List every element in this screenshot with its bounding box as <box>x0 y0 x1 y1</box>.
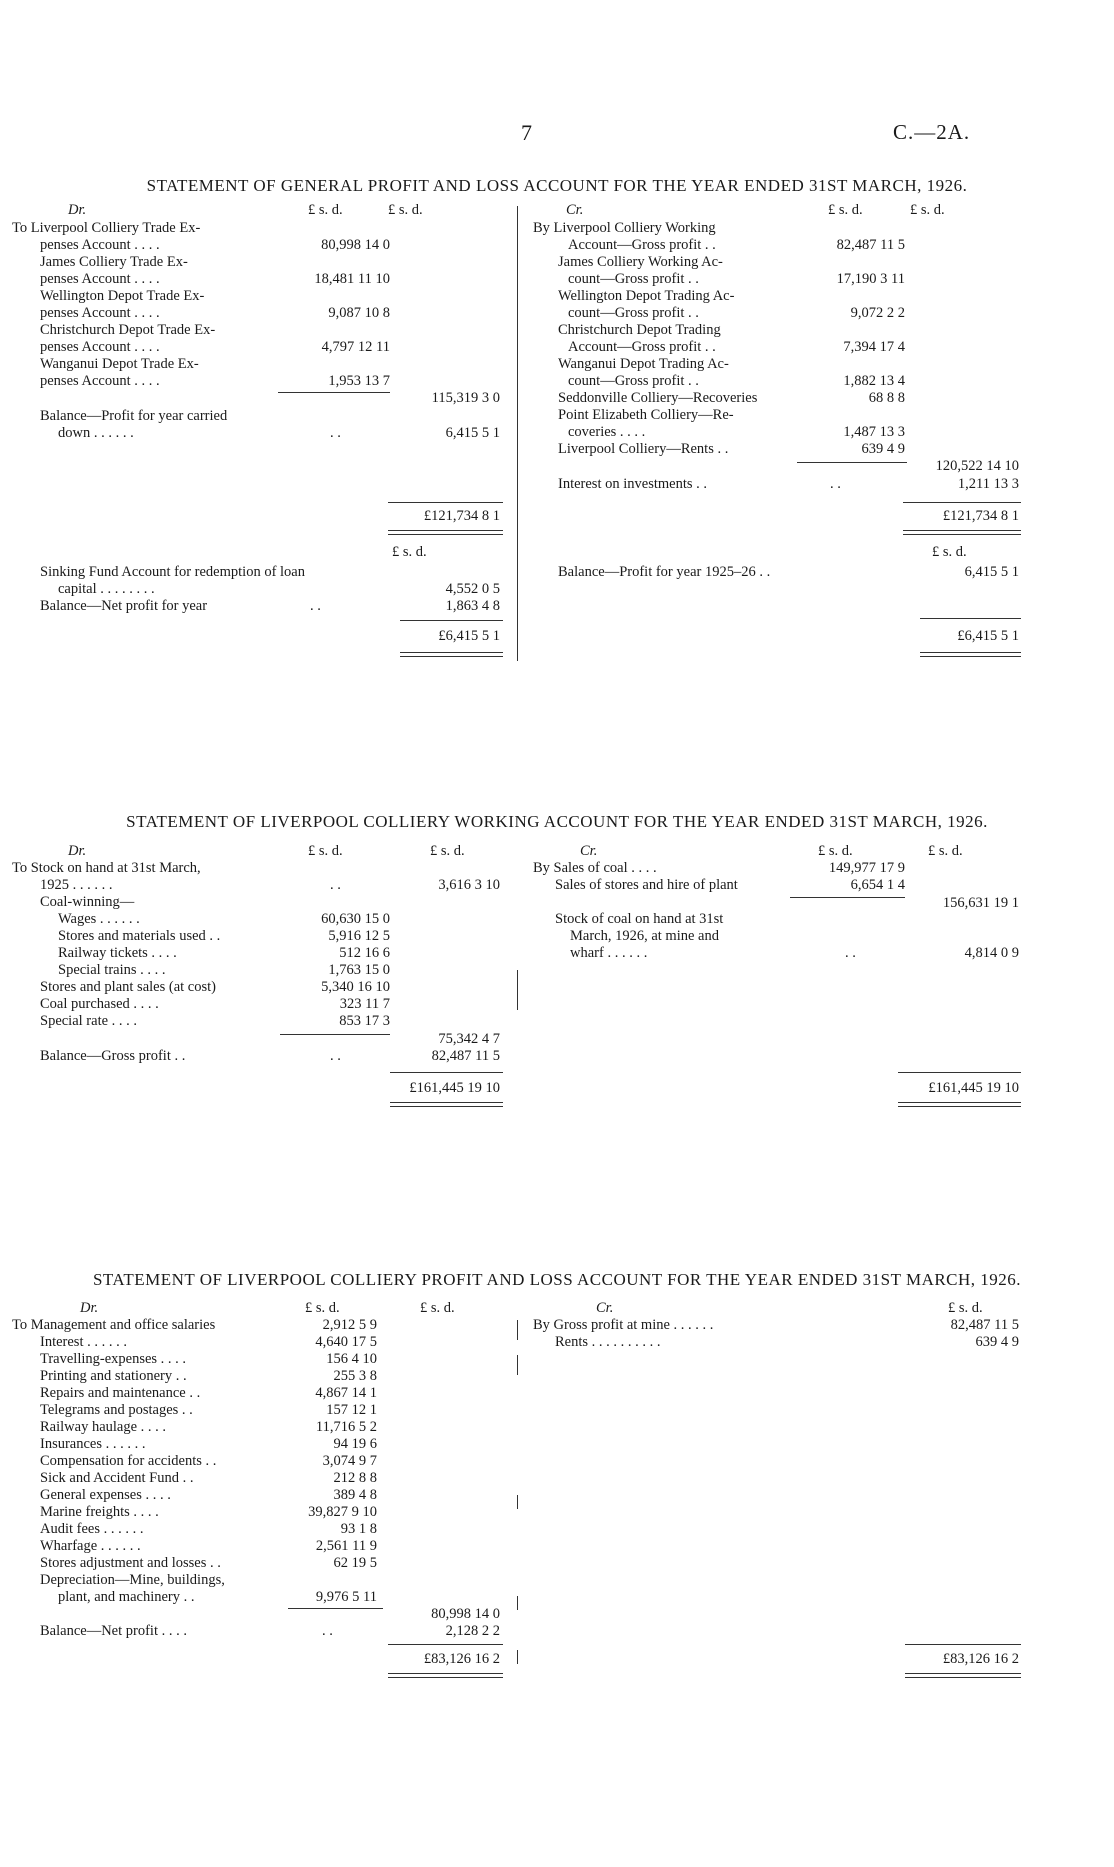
general-dr-total2: £6,415 5 1 <box>438 628 500 644</box>
general-cr-line: coveries . . . . <box>568 424 646 440</box>
working-dr-col2-head: £ s. d. <box>430 843 465 859</box>
general-cr-line: Liverpool Colliery—Rents . . <box>558 441 729 457</box>
document-reference: C.—2A. <box>893 120 971 144</box>
general-dr-col1-head: £ s. d. <box>308 202 343 218</box>
pl-center-divider <box>517 1650 518 1664</box>
general-cr-balance-amount: 6,415 5 1 <box>964 564 1019 580</box>
working-dr-balance-amount: 82,487 11 5 <box>431 1048 500 1064</box>
working-cr-col1-head: £ s. d. <box>818 843 853 859</box>
working-dr-item: Wages . . . . . . <box>58 911 140 927</box>
general-dr-balance-label-cont: down . . . . . . <box>58 425 134 441</box>
working-cr-label: Cr. <box>580 843 598 859</box>
working-dr-stock-amount: 3,616 3 10 <box>438 877 500 893</box>
working-cr-amount: 149,977 17 9 <box>828 860 905 876</box>
general-dr-line: penses Account . . . . <box>40 237 160 253</box>
general-dr-sinking-label: Sinking Fund Account for redemption of loan <box>40 564 305 580</box>
general-cr-amount: 1,882 13 4 <box>843 373 905 389</box>
general-dr-line: Wellington Depot Trade Ex- <box>40 288 205 304</box>
general-dr-sinking-label-cont: capital . . . . . . . . <box>58 581 155 597</box>
general-cr-line: count—Gross profit . . <box>568 271 699 287</box>
pl-dr-item: Marine freights . . . . <box>40 1504 159 1520</box>
working-dr-amount: 5,340 16 10 <box>321 979 390 995</box>
pl-center-divider <box>517 1320 518 1340</box>
working-dr-amount: 1,763 15 0 <box>328 962 390 978</box>
general-cr-line: count—Gross profit . . <box>568 373 699 389</box>
general-cr-interest-amount: 1,211 13 3 <box>957 476 1019 492</box>
general-cr-subtotal: 120,522 14 10 <box>935 458 1019 474</box>
working-dr-subtotal-rule <box>280 1034 390 1035</box>
working-dr-item: Coal purchased . . . . <box>40 996 159 1012</box>
pl-dr-amount: 4,867 14 1 <box>315 1385 377 1401</box>
general-cr-line: Account—Gross profit . . <box>568 339 716 355</box>
general-dr-net-label: Balance—Net profit for year <box>40 598 208 614</box>
general-cr-line: Point Elizabeth Colliery—Re- <box>558 407 734 423</box>
working-dr-item: Special trains . . . . <box>58 962 166 978</box>
general-cr-total-rule <box>903 502 1021 503</box>
pl-dr-item: plant, and machinery . . <box>58 1589 195 1605</box>
working-dr-amount: 60,630 15 0 <box>321 911 390 927</box>
working-dr-item: Stores and materials used . . <box>58 928 221 944</box>
pl-statement-title: STATEMENT OF LIVERPOOL COLLIERY PROFIT AND LOSS ACCOUNT FOR THE YEAR ENDED 31ST MARCH, 1926. <box>92 1270 1022 1289</box>
pl-dr-subtotal-rule <box>288 1608 383 1609</box>
pl-dr-amount: 389 4 8 <box>333 1487 377 1503</box>
general-dr-total: £121,734 8 1 <box>423 508 500 524</box>
pl-dr-amount: 156 4 10 <box>326 1351 377 1367</box>
general-dr-line: To Liverpool Colliery Trade Ex- <box>12 220 201 236</box>
general-dr-sinking-amount: 4,552 0 5 <box>445 581 500 597</box>
pl-dr-item: General expenses . . . . <box>40 1487 171 1503</box>
pl-dr-item: Stores adjustment and losses . . <box>40 1555 221 1571</box>
pl-dr-amount: 9,976 5 11 <box>315 1589 377 1605</box>
working-dr-item: Railway tickets . . . . <box>58 945 177 961</box>
general-cr-total-double-rule <box>903 530 1021 535</box>
pl-dr-total-double-rule <box>388 1673 503 1678</box>
general-dr-line: Wanganui Depot Trade Ex- <box>40 356 199 372</box>
working-dr-total-rule <box>390 1072 503 1073</box>
general-dr-line: Christchurch Depot Trade Ex- <box>40 322 216 338</box>
general-dr-subtotal: 115,319 3 0 <box>431 390 500 406</box>
working-cr-total-rule <box>898 1072 1021 1073</box>
pl-dr-amount: 94 19 6 <box>333 1436 377 1452</box>
working-dr-item: Special rate . . . . <box>40 1013 138 1029</box>
general-cr-amount: 1,487 13 3 <box>843 424 905 440</box>
pl-cr-label: Cr. <box>596 1300 614 1316</box>
general-cr-line: count—Gross profit . . <box>568 305 699 321</box>
general-cr-interest-label: Interest on investments . . <box>558 476 708 492</box>
general-cr-col1-head: £ s. d. <box>828 202 863 218</box>
working-cr-amount: 6,654 1 4 <box>850 877 905 893</box>
general-cr-line: Account—Gross profit . . <box>568 237 716 253</box>
general-dr-total2-double-rule <box>400 652 503 657</box>
general-dr-line: penses Account . . . . <box>40 339 160 355</box>
general-cr-subtotal-rule <box>797 462 907 463</box>
pl-dr-amount: 4,640 17 5 <box>315 1334 377 1350</box>
general-dr-amount: 4,797 12 11 <box>321 339 390 355</box>
general-cr-line: James Colliery Working Ac- <box>558 254 723 270</box>
general-dr-line: penses Account . . . . <box>40 373 160 389</box>
pl-dr-amount: 212 8 8 <box>333 1470 377 1486</box>
general-dr-total-double-rule <box>388 530 503 535</box>
working-cr-stock-line: wharf . . . . . . <box>570 945 648 961</box>
pl-dr-balance-label: Balance—Net profit . . . . <box>40 1623 187 1639</box>
working-dr-balance-label: Balance—Gross profit . . <box>40 1048 186 1064</box>
pl-dr-item: Travelling-expenses . . . . <box>40 1351 187 1367</box>
pl-dr-item: Railway haulage . . . . <box>40 1419 167 1435</box>
pl-dr-item: Depreciation—Mine, buildings, <box>40 1572 225 1588</box>
general-dr-balance-amount: 6,415 5 1 <box>445 425 500 441</box>
working-cr-total: £161,445 19 10 <box>928 1080 1019 1096</box>
pl-dr-item: Printing and stationery . . <box>40 1368 187 1384</box>
pl-dr-amount: 157 12 1 <box>326 1402 377 1418</box>
general-dr-balance-label: Balance—Profit for year carried <box>40 408 228 424</box>
working-dr-stock-label-cont: 1925 . . . . . . <box>40 877 113 893</box>
working-cr-subtotal-rule <box>790 897 905 898</box>
pl-dr-item: To Management and office salaries <box>12 1317 216 1333</box>
working-cr-col2-head: £ s. d. <box>928 843 963 859</box>
working-dr-coal-label: Coal-winning— <box>40 894 135 910</box>
working-dr-amount: 512 16 6 <box>339 945 390 961</box>
pl-cr-amount: 82,487 11 5 <box>950 1317 1019 1333</box>
pl-cr-line: Rents . . . . . . . . . . <box>555 1334 661 1350</box>
pl-dr-balance-amount: 2,128 2 2 <box>445 1623 500 1639</box>
pl-dr-item: Insurances . . . . . . <box>40 1436 146 1452</box>
general-cr-col3-head: £ s. d. <box>932 544 967 560</box>
working-dr-amount: 323 11 7 <box>339 996 390 1012</box>
pl-center-divider <box>517 1495 518 1509</box>
general-cr-amount: 7,394 17 4 <box>843 339 905 355</box>
general-dr-amount: 18,481 11 10 <box>314 271 390 287</box>
general-dr-subtotal-rule <box>278 392 390 393</box>
general-cr-amount: 9,072 2 2 <box>850 305 905 321</box>
working-dr-col1-head: £ s. d. <box>308 843 343 859</box>
pl-dr-item: Interest . . . . . . <box>40 1334 127 1350</box>
general-cr-line: By Liverpool Colliery Working <box>533 220 716 236</box>
general-center-divider <box>517 206 518 661</box>
general-dr-line: penses Account . . . . <box>40 271 160 287</box>
general-cr-line: Wellington Depot Trading Ac- <box>558 288 735 304</box>
pl-dr-col2-head: £ s. d. <box>420 1300 455 1316</box>
working-cr-stock-line: March, 1926, at mine and <box>570 928 719 944</box>
general-dr-amount: 9,087 10 8 <box>328 305 390 321</box>
pl-dr-balance-dots: . . <box>322 1623 333 1639</box>
pl-dr-subtotal: 80,998 14 0 <box>431 1606 500 1622</box>
pl-dr-item: Sick and Accident Fund . . <box>40 1470 194 1486</box>
working-center-divider <box>517 970 518 1010</box>
general-cr-col2-head: £ s. d. <box>910 202 945 218</box>
pl-dr-label: Dr. <box>80 1300 99 1316</box>
general-cr-total2-double-rule <box>920 652 1021 657</box>
general-cr-amount: 82,487 11 5 <box>836 237 905 253</box>
working-dr-amount: 5,916 12 5 <box>328 928 390 944</box>
working-dr-stock-label: To Stock on hand at 31st March, <box>12 860 201 876</box>
general-dr-amount: 80,998 14 0 <box>321 237 390 253</box>
general-cr-total: £121,734 8 1 <box>942 508 1019 524</box>
working-dr-label: Dr. <box>68 843 87 859</box>
general-dr-amount: 1,953 13 7 <box>328 373 390 389</box>
general-dr-col3-head: £ s. d. <box>392 544 427 560</box>
page-number: 7 <box>521 120 532 145</box>
pl-center-divider <box>517 1355 518 1375</box>
pl-cr-total-rule <box>905 1644 1021 1645</box>
general-cr-amount: 68 8 8 <box>868 390 905 406</box>
pl-dr-amount: 11,716 5 2 <box>315 1419 377 1435</box>
general-cr-line: Christchurch Depot Trading <box>558 322 721 338</box>
pl-dr-item: Repairs and maintenance . . <box>40 1385 201 1401</box>
pl-cr-total-double-rule <box>905 1673 1021 1678</box>
pl-dr-col1-head: £ s. d. <box>305 1300 340 1316</box>
general-cr-balance-label: Balance—Profit for year 1925–26 . . <box>558 564 771 580</box>
general-dr-balance-dots: . . <box>330 425 341 441</box>
working-statement-title: STATEMENT OF LIVERPOOL COLLIERY WORKING ACCOUNT FOR THE YEAR ENDED 31ST MARCH, 1926. <box>126 812 988 831</box>
working-dr-total-double-rule <box>390 1102 503 1107</box>
pl-dr-amount: 3,074 9 7 <box>322 1453 377 1469</box>
pl-center-divider <box>517 1596 518 1610</box>
working-cr-total-double-rule <box>898 1102 1021 1107</box>
pl-dr-item: Wharfage . . . . . . <box>40 1538 141 1554</box>
general-cr-line: Wanganui Depot Trading Ac- <box>558 356 729 372</box>
pl-dr-item: Audit fees . . . . . . <box>40 1521 144 1537</box>
general-dr-label: Dr. <box>68 202 87 218</box>
general-cr-amount: 17,190 3 11 <box>836 271 905 287</box>
pl-cr-total: £83,126 16 2 <box>942 1651 1019 1667</box>
working-cr-stock-dots: . . <box>845 945 856 961</box>
pl-dr-amount: 2,912 5 9 <box>322 1317 377 1333</box>
general-dr-line: penses Account . . . . <box>40 305 160 321</box>
pl-dr-item: Compensation for accidents . . <box>40 1453 217 1469</box>
general-cr-total2-rule <box>920 618 1021 619</box>
pl-dr-amount: 62 19 5 <box>333 1555 377 1571</box>
working-dr-amount: 853 17 3 <box>339 1013 390 1029</box>
pl-dr-amount: 255 3 8 <box>333 1368 377 1384</box>
working-cr-line: By Sales of coal . . . . <box>533 860 657 876</box>
pl-dr-amount: 2,561 11 9 <box>315 1538 377 1554</box>
working-dr-total: £161,445 19 10 <box>409 1080 500 1096</box>
general-dr-net-amount: 1,863 4 8 <box>445 598 500 614</box>
working-dr-stock-dots: . . <box>330 877 341 893</box>
pl-cr-col1-head: £ s. d. <box>948 1300 983 1316</box>
pl-cr-line: By Gross profit at mine . . . . . . <box>533 1317 714 1333</box>
working-cr-line: Sales of stores and hire of plant <box>555 877 738 893</box>
general-dr-line: James Colliery Trade Ex- <box>40 254 188 270</box>
pl-dr-amount: 93 1 8 <box>340 1521 377 1537</box>
pl-cr-amount: 639 4 9 <box>975 1334 1019 1350</box>
working-dr-subtotal: 75,342 4 7 <box>438 1031 500 1047</box>
general-cr-label: Cr. <box>566 202 584 218</box>
pl-dr-total: £83,126 16 2 <box>423 1651 500 1667</box>
pl-dr-total-rule <box>388 1644 503 1645</box>
general-cr-amount: 639 4 9 <box>861 441 905 457</box>
general-dr-col2-head: £ s. d. <box>388 202 423 218</box>
general-cr-total2: £6,415 5 1 <box>957 628 1019 644</box>
working-cr-stock-amount: 4,814 0 9 <box>964 945 1019 961</box>
working-dr-item: Stores and plant sales (at cost) <box>40 979 216 995</box>
general-statement-title: STATEMENT OF GENERAL PROFIT AND LOSS ACCOUNT FOR THE YEAR ENDED 31ST MARCH, 1926. <box>146 176 968 195</box>
general-cr-line: Seddonville Colliery—Recoveries <box>558 390 758 406</box>
general-dr-total2-rule <box>400 620 503 621</box>
pl-dr-item: Telegrams and postages . . <box>40 1402 193 1418</box>
working-cr-stock-line: Stock of coal on hand at 31st <box>555 911 724 927</box>
general-dr-net-dots: . . <box>310 598 321 614</box>
working-dr-balance-dots: . . <box>330 1048 341 1064</box>
general-cr-interest-dots: . . <box>830 476 841 492</box>
general-dr-total-rule <box>388 502 503 503</box>
pl-dr-amount: 39,827 9 10 <box>308 1504 377 1520</box>
working-cr-subtotal: 156,631 19 1 <box>942 895 1019 911</box>
